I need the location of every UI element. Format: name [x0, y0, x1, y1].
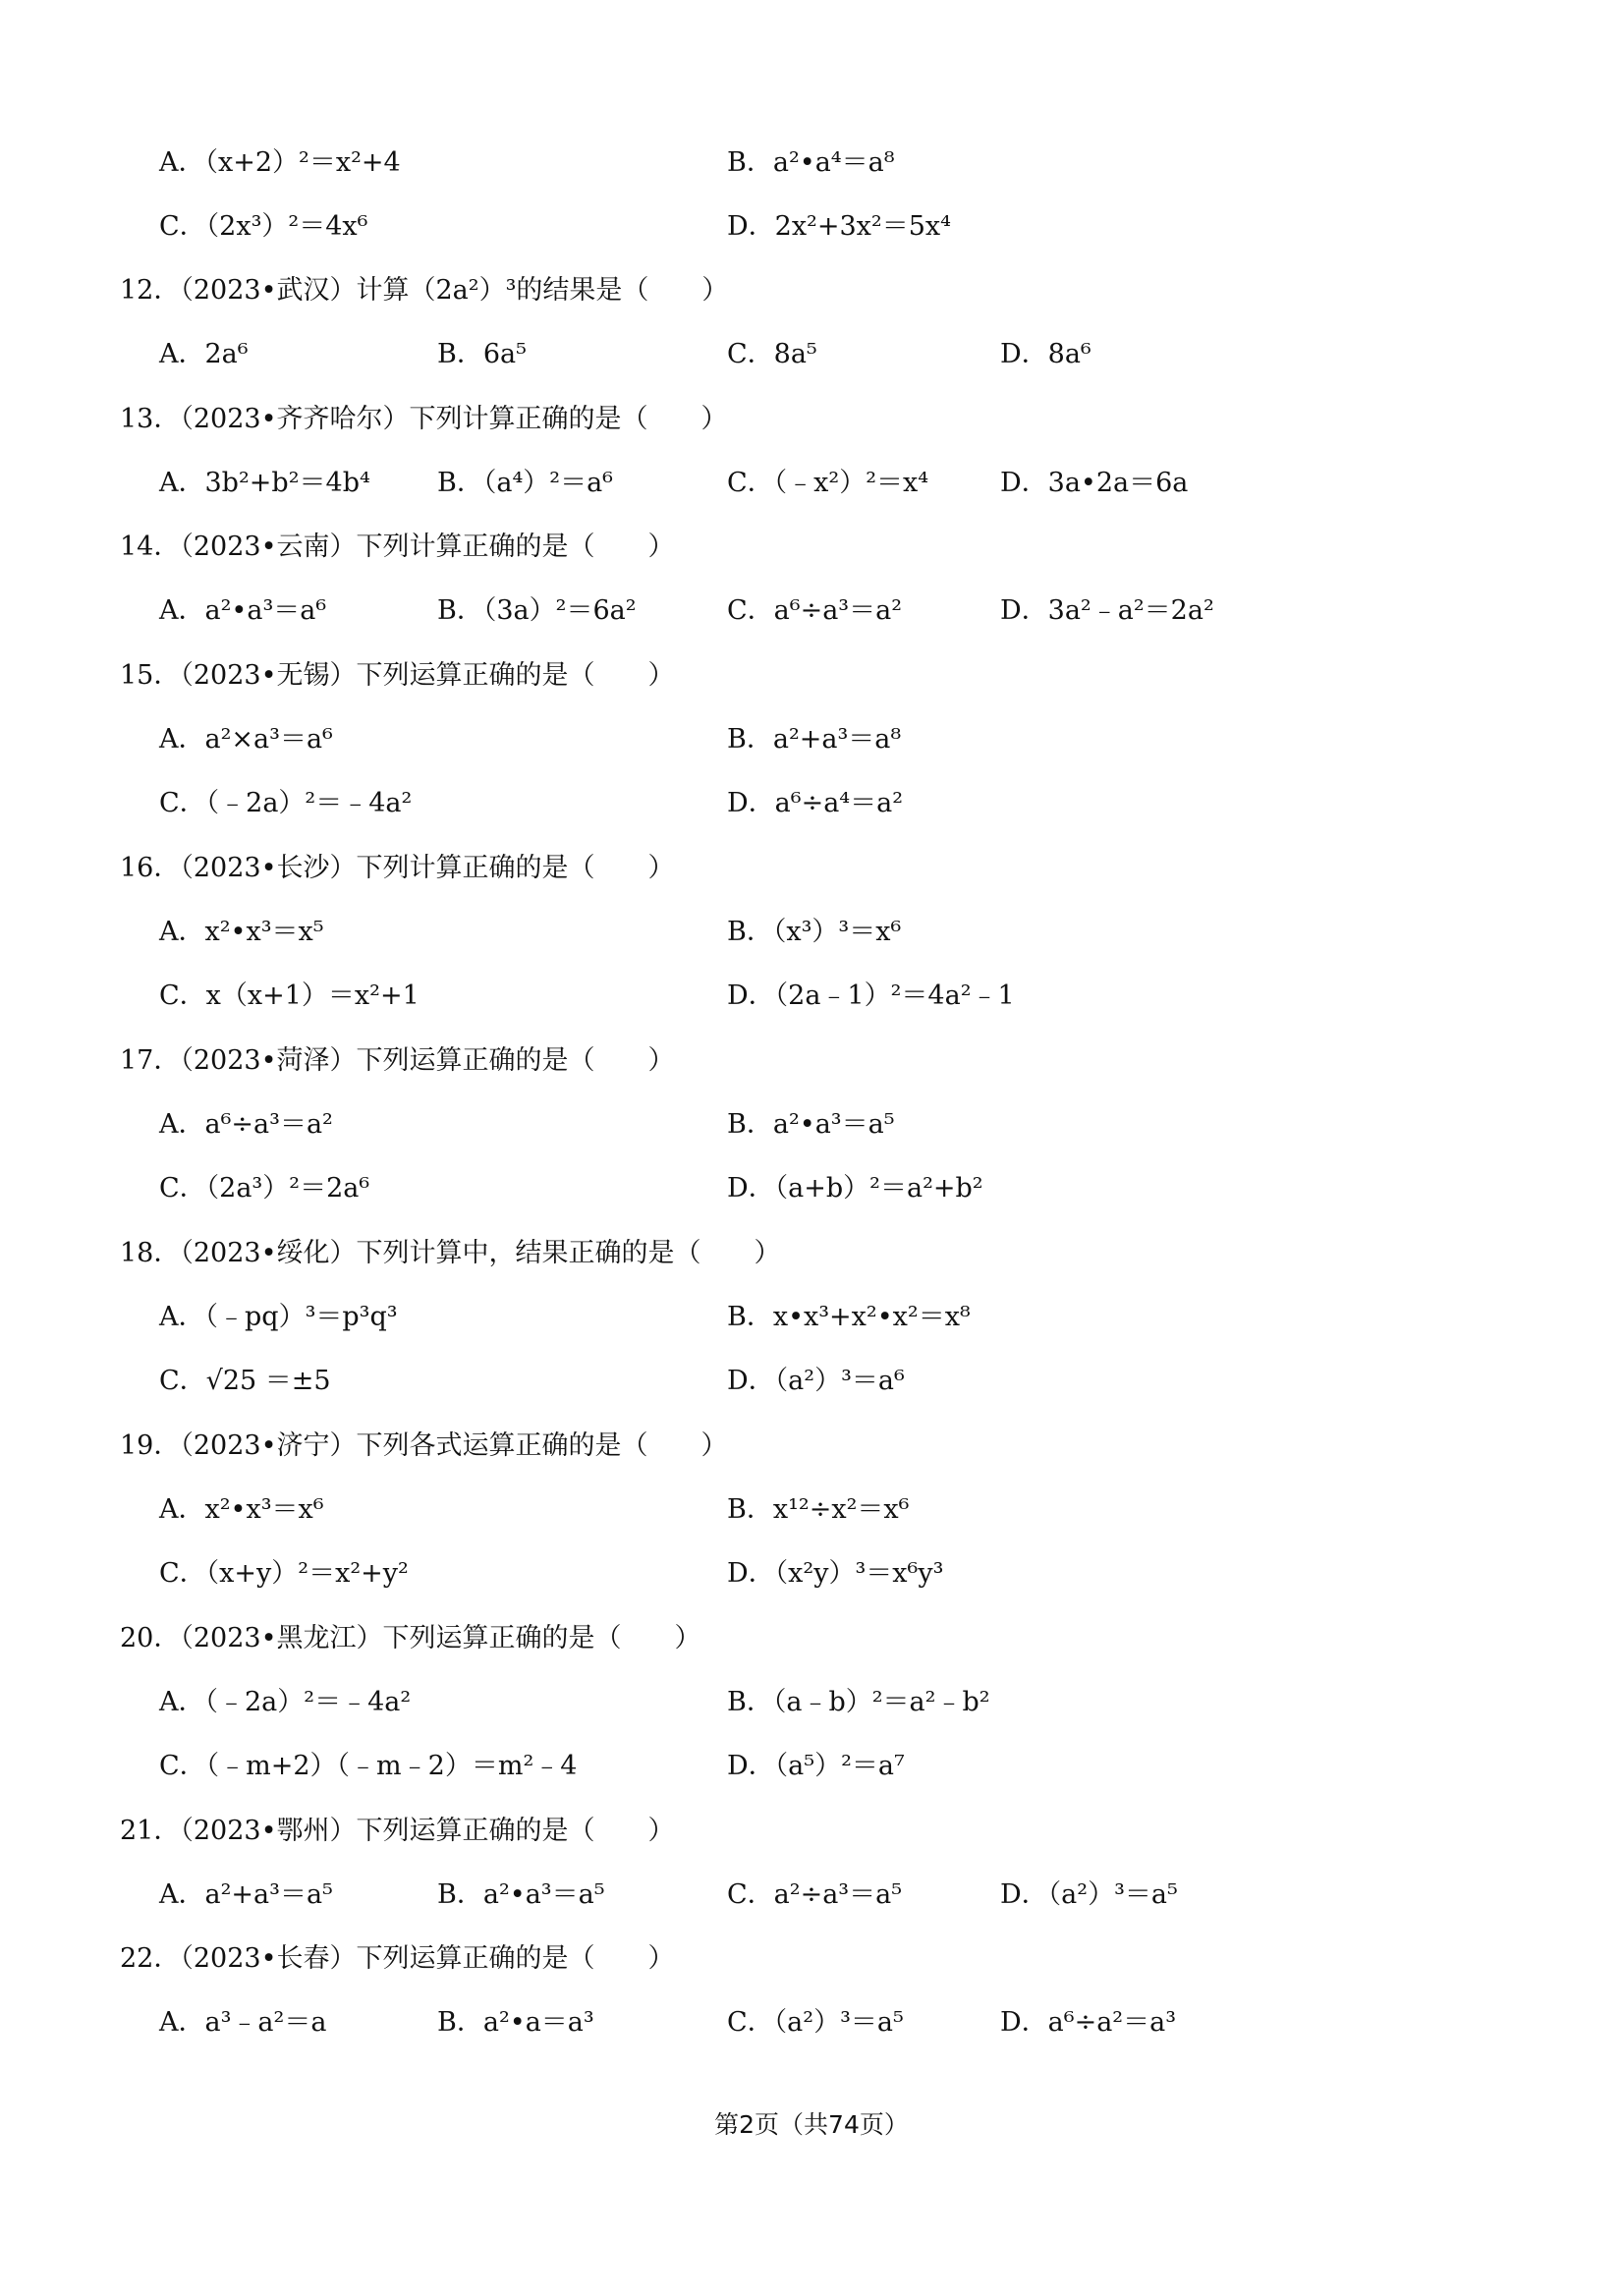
answer-option: B．（a⁴）²＝a⁶ [437, 468, 614, 498]
question-stem: 13．（2023•齐齐哈尔）下列计算正确的是（ ） [120, 404, 728, 434]
question-stem: 16．（2023•长沙）下列计算正确的是（ ） [120, 853, 675, 883]
answer-option: A．（﹣pq）³＝p³q³ [159, 1302, 398, 1332]
answer-option: B．x¹²÷x²＝x⁶ [727, 1494, 910, 1525]
question-stem: 19．（2023•济宁）下列各式运算正确的是（ ） [120, 1430, 728, 1461]
answer-option: A．（x+2）²＝x²+4 [159, 147, 401, 178]
answer-option: D．（a²）³＝a⁵ [1000, 1879, 1178, 1910]
answer-option: D．（a⁵）²＝a⁷ [727, 1751, 905, 1781]
answer-option: A．a²+a³＝a⁵ [159, 1879, 333, 1910]
answer-option: A．a⁶÷a³＝a² [159, 1109, 333, 1140]
answer-option: D．（2a﹣1）²＝4a²﹣1 [727, 980, 1015, 1011]
question-stem: 22．（2023•长春）下列运算正确的是（ ） [120, 1943, 675, 1974]
answer-option: C．√25 ＝±5 [159, 1366, 331, 1396]
answer-option: D．2x²+3x²＝5x⁴ [727, 211, 951, 242]
answer-option: C．（x+y）²＝x²+y² [159, 1558, 409, 1589]
answer-option: A．a²×a³＝a⁶ [159, 724, 333, 755]
answer-option: C．x（x+1）＝x²+1 [159, 980, 420, 1011]
answer-option: B．（x³）³＝x⁶ [727, 917, 902, 947]
answer-option: C．（a²）³＝a⁵ [727, 2007, 904, 2038]
answer-option: A．x²•x³＝x⁵ [159, 917, 324, 947]
question-stem: 20．（2023•黑龙江）下列运算正确的是（ ） [120, 1623, 701, 1653]
answer-option: B．a²•a³＝a⁵ [727, 1109, 895, 1140]
question-stem: 14．（2023•云南）下列计算正确的是（ ） [120, 532, 675, 562]
answer-option: A．a²•a³＝a⁶ [159, 595, 327, 626]
answer-option: A．2a⁶ [159, 339, 249, 369]
answer-option: A．a³﹣a²＝a [159, 2007, 327, 2038]
answer-option: A．x²•x³＝x⁶ [159, 1494, 324, 1525]
answer-option: C．（﹣x²）²＝x⁴ [727, 468, 929, 498]
answer-option: B．a²•a＝a³ [437, 2007, 594, 2038]
answer-option: C．（﹣2a）²＝﹣4a² [159, 788, 413, 818]
answer-option: A．3b²+b²＝4b⁴ [159, 468, 370, 498]
answer-option: C．a⁶÷a³＝a² [727, 595, 903, 626]
answer-option: D．3a²﹣a²＝2a² [1000, 595, 1214, 626]
question-stem: 18．（2023•绥化）下列计算中，结果正确的是（ ） [120, 1238, 781, 1268]
answer-option: C．（2x³）²＝4x⁶ [159, 211, 368, 242]
page-footer: 第2页（共74页） [714, 2110, 909, 2139]
question-stem: 15．（2023•无锡）下列运算正确的是（ ） [120, 660, 675, 691]
answer-option: B．6a⁵ [437, 339, 527, 369]
answer-option: D．（a²）³＝a⁶ [727, 1366, 905, 1396]
answer-option: C．8a⁵ [727, 339, 817, 369]
answer-option: C．a²÷a³＝a⁵ [727, 1879, 903, 1910]
question-stem: 17．（2023•菏泽）下列运算正确的是（ ） [120, 1045, 675, 1076]
answer-option: C．（﹣m+2）（﹣m﹣2）＝m²﹣4 [159, 1751, 578, 1781]
answer-option: B．a²•a⁴＝a⁸ [727, 147, 895, 178]
question-stem: 12．（2023•武汉）计算（2a²）³的结果是（ ） [120, 275, 729, 306]
answer-option: A．（﹣2a）²＝﹣4a² [159, 1687, 412, 1717]
answer-option: D．（x²y）³＝x⁶y³ [727, 1558, 944, 1589]
answer-option: C．（2a³）²＝2a⁶ [159, 1173, 370, 1204]
answer-option: D．8a⁶ [1000, 339, 1091, 369]
answer-option: D．（a+b）²＝a²+b² [727, 1173, 983, 1204]
answer-option: D．a⁶÷a⁴＝a² [727, 788, 904, 818]
answer-option: B．a²•a³＝a⁵ [437, 1879, 605, 1910]
answer-option: B．（a﹣b）²＝a²﹣b² [727, 1687, 990, 1717]
answer-option: D．3a•2a＝6a [1000, 468, 1189, 498]
answer-option: B．x•x³+x²•x²＝x⁸ [727, 1302, 971, 1332]
answer-option: B．（3a）²＝6a² [437, 595, 637, 626]
question-stem: 21．（2023•鄂州）下列运算正确的是（ ） [120, 1816, 675, 1846]
answer-option: D．a⁶÷a²＝a³ [1000, 2007, 1177, 2038]
answer-option: B．a²+a³＝a⁸ [727, 724, 902, 755]
